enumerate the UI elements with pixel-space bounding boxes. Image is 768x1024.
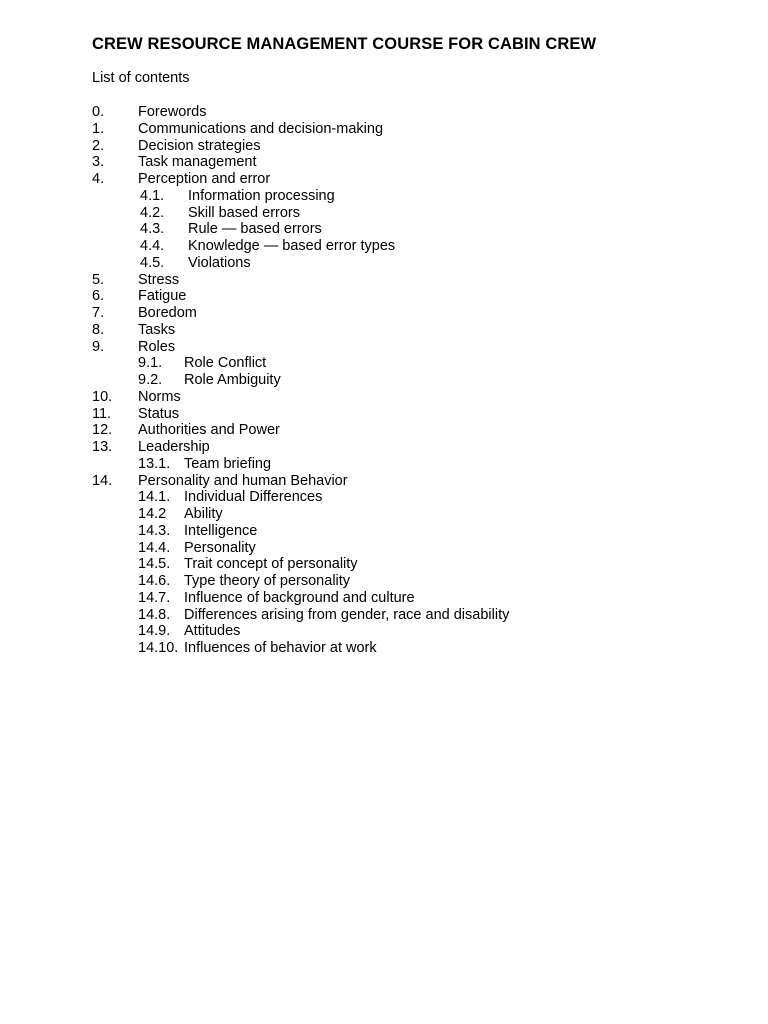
- toc-entry-number: 4.: [92, 171, 105, 187]
- toc-entry-number: 14.: [92, 472, 113, 489]
- toc-entry: [0, 272, 768, 289]
- toc-entry-number: 9.: [92, 338, 105, 355]
- toc-entry-label: Perception and error: [138, 171, 271, 187]
- toc-entry-label: Influences of behavior at work: [184, 640, 377, 656]
- toc-entry-label: Attitudes: [184, 623, 241, 640]
- toc-entry-label: Personality and human Behavior: [138, 472, 348, 489]
- toc-entry-number: 4.1.: [140, 187, 165, 204]
- toc-entry: [0, 573, 768, 590]
- toc-entry: [0, 406, 768, 423]
- toc-entry-label: Ability: [184, 506, 223, 522]
- toc-entry-number: 11.: [92, 405, 112, 422]
- toc-entry-label: Communications and decision-making: [138, 120, 384, 137]
- toc-entry: [0, 506, 768, 523]
- toc-entry-number: 14.2: [138, 506, 167, 522]
- toc-entry-label: Role Conflict: [184, 355, 267, 372]
- toc-entry-number: 8.: [92, 321, 105, 338]
- toc-entry: [0, 456, 768, 473]
- toc-entry-label: Status: [138, 405, 180, 422]
- toc-entry-number: 14.10.: [138, 640, 179, 656]
- toc-entry-label: Team briefing: [184, 455, 272, 472]
- toc-entry-number: 12.: [92, 422, 113, 439]
- toc-entry-label: Influence of background and culture: [184, 589, 415, 606]
- toc-entry-label: Decision strategies: [138, 137, 261, 154]
- toc-entry: [0, 339, 768, 356]
- toc-entry-label: Leadership: [138, 439, 210, 455]
- toc-entry-number: 2.: [92, 137, 105, 154]
- toc-entry: [0, 238, 768, 255]
- table-of-contents: [0, 104, 768, 657]
- toc-entry-label: Individual Differences: [184, 489, 323, 506]
- toc-entry-number: 7.: [92, 305, 105, 321]
- toc-entry: [0, 489, 768, 506]
- toc-entry-label: Differences arising from gender, race and disability: [184, 606, 510, 623]
- toc-entry: [0, 473, 768, 490]
- toc-entry-number: 14.5.: [138, 556, 171, 573]
- toc-entry-label: Task management: [138, 154, 257, 171]
- toc-entry-number: 5.: [92, 271, 105, 288]
- toc-entry-label: Tasks: [138, 321, 176, 338]
- toc-entry-number: 14.1.: [138, 489, 171, 506]
- contents-heading: List of contents: [92, 70, 190, 86]
- toc-entry-number: 4.5.: [140, 254, 165, 271]
- toc-entry: [0, 154, 768, 171]
- toc-entry-number: 9.2.: [138, 372, 163, 388]
- toc-entry-label: Role Ambiguity: [184, 372, 281, 388]
- toc-entry: [0, 221, 768, 238]
- toc-entry: [0, 439, 768, 456]
- toc-entry-label: Trait concept of personality: [184, 556, 358, 573]
- toc-entry-number: 14.6.: [138, 573, 171, 589]
- toc-entry: [0, 590, 768, 607]
- toc-entry-number: 6.: [92, 288, 105, 305]
- toc-entry-number: 14.4.: [138, 539, 171, 556]
- toc-entry-number: 4.4.: [140, 238, 165, 254]
- toc-entry-label: Boredom: [138, 305, 197, 321]
- toc-entry-label: Roles: [138, 338, 176, 355]
- toc-entry: [0, 188, 768, 205]
- toc-entry: [0, 121, 768, 138]
- toc-entry-number: 4.2.: [140, 204, 165, 221]
- toc-entry: [0, 372, 768, 389]
- toc-entry-number: 14.8.: [138, 606, 171, 623]
- toc-entry-label: Norms: [138, 388, 181, 405]
- toc-entry: [0, 540, 768, 557]
- toc-entry-label: Stress: [138, 271, 180, 288]
- page-title: CREW RESOURCE MANAGEMENT COURSE FOR CABIN CREW: [92, 35, 597, 53]
- toc-entry: [0, 556, 768, 573]
- toc-entry: [0, 205, 768, 222]
- toc-entry: [0, 138, 768, 155]
- toc-entry-label: Personality: [184, 539, 256, 556]
- toc-entry-number: 0.: [92, 104, 105, 120]
- toc-entry-number: 14.3.: [138, 522, 171, 539]
- toc-entry: [0, 640, 768, 657]
- toc-entry-number: 4.3.: [140, 221, 165, 238]
- toc-entry-label: Intelligence: [184, 522, 258, 539]
- toc-entry-label: Forewords: [138, 104, 207, 120]
- toc-entry: [0, 171, 768, 188]
- toc-entry: [0, 623, 768, 640]
- toc-entry: [0, 422, 768, 439]
- toc-entry-label: Type theory of personality: [184, 573, 351, 589]
- toc-entry-number: 14.9.: [138, 623, 171, 640]
- toc-entry-label: Knowledge — based error types: [188, 238, 396, 254]
- toc-entry: [0, 255, 768, 272]
- toc-entry: [0, 305, 768, 322]
- toc-entry-label: Fatigue: [138, 288, 187, 305]
- toc-entry: [0, 389, 768, 406]
- toc-entry-number: 13.: [92, 439, 113, 455]
- toc-entry: [0, 607, 768, 624]
- toc-entry-label: Rule — based errors: [188, 221, 322, 238]
- toc-entry: [0, 288, 768, 305]
- toc-entry-label: Authorities and Power: [138, 422, 280, 439]
- toc-entry-number: 3.: [92, 154, 105, 171]
- toc-entry-label: Violations: [188, 254, 251, 271]
- toc-entry-number: 14.7.: [138, 589, 171, 606]
- toc-entry-label: Information processing: [188, 187, 335, 204]
- toc-entry: [0, 104, 768, 121]
- toc-entry-label: Skill based errors: [188, 204, 301, 221]
- toc-entry: [0, 523, 768, 540]
- toc-entry: [0, 322, 768, 339]
- toc-entry-number: 13.1.: [138, 455, 171, 472]
- toc-entry: [0, 355, 768, 372]
- toc-entry-number: 9.1.: [138, 355, 163, 372]
- toc-entry-number: 10.: [92, 388, 113, 405]
- toc-entry-number: 1.: [92, 120, 105, 137]
